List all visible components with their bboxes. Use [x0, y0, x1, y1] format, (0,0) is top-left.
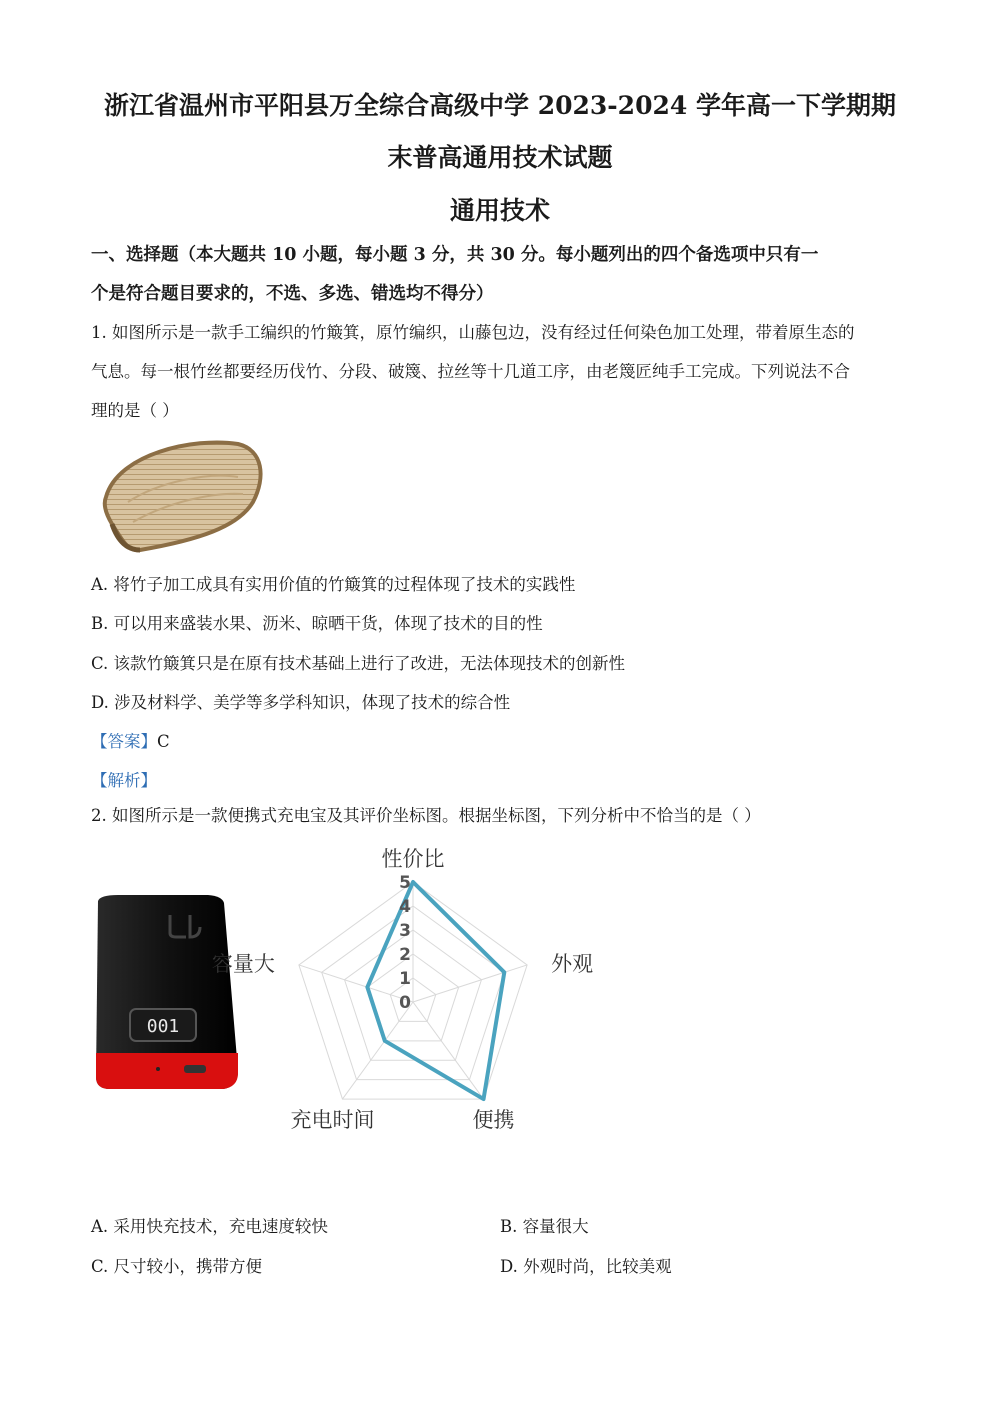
q2-option-b: B. 容量很大 — [500, 1217, 589, 1236]
power-bank-image — [88, 893, 244, 1093]
radar-tick-label: 3 — [399, 921, 411, 941]
q1-option-c: C. 该款竹簸箕只是在原有技术基础上进行了改进，无法体现技术的创新性 — [91, 654, 626, 673]
subject-heading: 通用技术 — [449, 196, 550, 225]
section-line-2: 个是符合题目要求的，不选、多选、错选均不得分） — [91, 284, 494, 304]
radar-tick-label: 2 — [399, 945, 411, 965]
q2-option-c: C. 尺寸较小，携带方便 — [91, 1257, 263, 1276]
radar-chart — [211, 840, 640, 1133]
q1-answer — [91, 728, 170, 752]
radar-axis-line — [413, 965, 527, 1002]
q2-option-a: A. 采用快充技术，充电速度较快 — [91, 1217, 328, 1236]
question-2-stem: 2. 如图所示是一款便携式充电宝及其评价坐标图。根据坐标图，下列分析中不恰当的是（ ） — [91, 806, 761, 825]
radar-axis-label: 外观 — [551, 951, 594, 976]
q1-option-a: A. 将竹子加工成具有实用价值的竹簸箕的过程体现了技术的实践性 — [91, 575, 576, 594]
q2-option-d: D. 外观时尚，比较美观 — [500, 1257, 672, 1276]
bamboo-dustpan-image — [88, 432, 266, 557]
answer-tag: 【答案】 — [91, 732, 157, 751]
radar-tick-label: 0 — [399, 993, 411, 1013]
question-1-stem — [91, 313, 911, 430]
page-title: 浙江省温州市平阳县万全综合高级中学 2023-2024 学年高一下学期期 — [104, 91, 896, 120]
question-1-line-2: 气息。每一根竹丝都要经历伐竹、分段、破篾、拉丝等十几道工序，由老篾匠纯手工完成。下列说法不合 — [91, 362, 850, 381]
radar-tick-label: 4 — [399, 897, 411, 917]
answer-value: C — [157, 732, 170, 751]
radar-tick-label: 1 — [399, 969, 411, 989]
question-1-line-1: 1. 如图所示是一款手工编织的竹簸箕，原竹编织，山藤包边，没有经过任何染色加工处理，带着原生态的 — [91, 323, 855, 342]
radar-series-line — [367, 882, 504, 1099]
radar-axis-line — [299, 965, 413, 1002]
radar-axis-line — [413, 1002, 484, 1099]
radar-axis-label: 便携 — [472, 1108, 515, 1133]
q1-option-b: B. 可以用来盛装水果、沥米、晾晒干货，体现了技术的目的性 — [91, 614, 543, 633]
section-instruction — [91, 236, 911, 314]
radar-tick-label: 5 — [399, 873, 411, 893]
radar-axis-label: 容量大 — [211, 951, 275, 976]
q1-analysis-tag: 【解析】 — [91, 771, 157, 790]
radar-axis-label: 性价比 — [381, 847, 445, 871]
power-bank-display-text: 001 — [146, 1016, 180, 1037]
q1-option-d: D. 涉及材料学、美学等多学科知识，体现了技术的综合性 — [91, 693, 511, 712]
radar-axis-label: 充电时间 — [290, 1108, 375, 1133]
page-title-line2: 末普高通用技术试题 — [387, 143, 613, 172]
question-1-line-3: 理的是（ ） — [91, 401, 179, 420]
section-line-1: 一、选择题（本大题共 10 小题，每小题 3 分，共 30 分。每小题列出的四个备选项中只有一 — [91, 245, 819, 265]
